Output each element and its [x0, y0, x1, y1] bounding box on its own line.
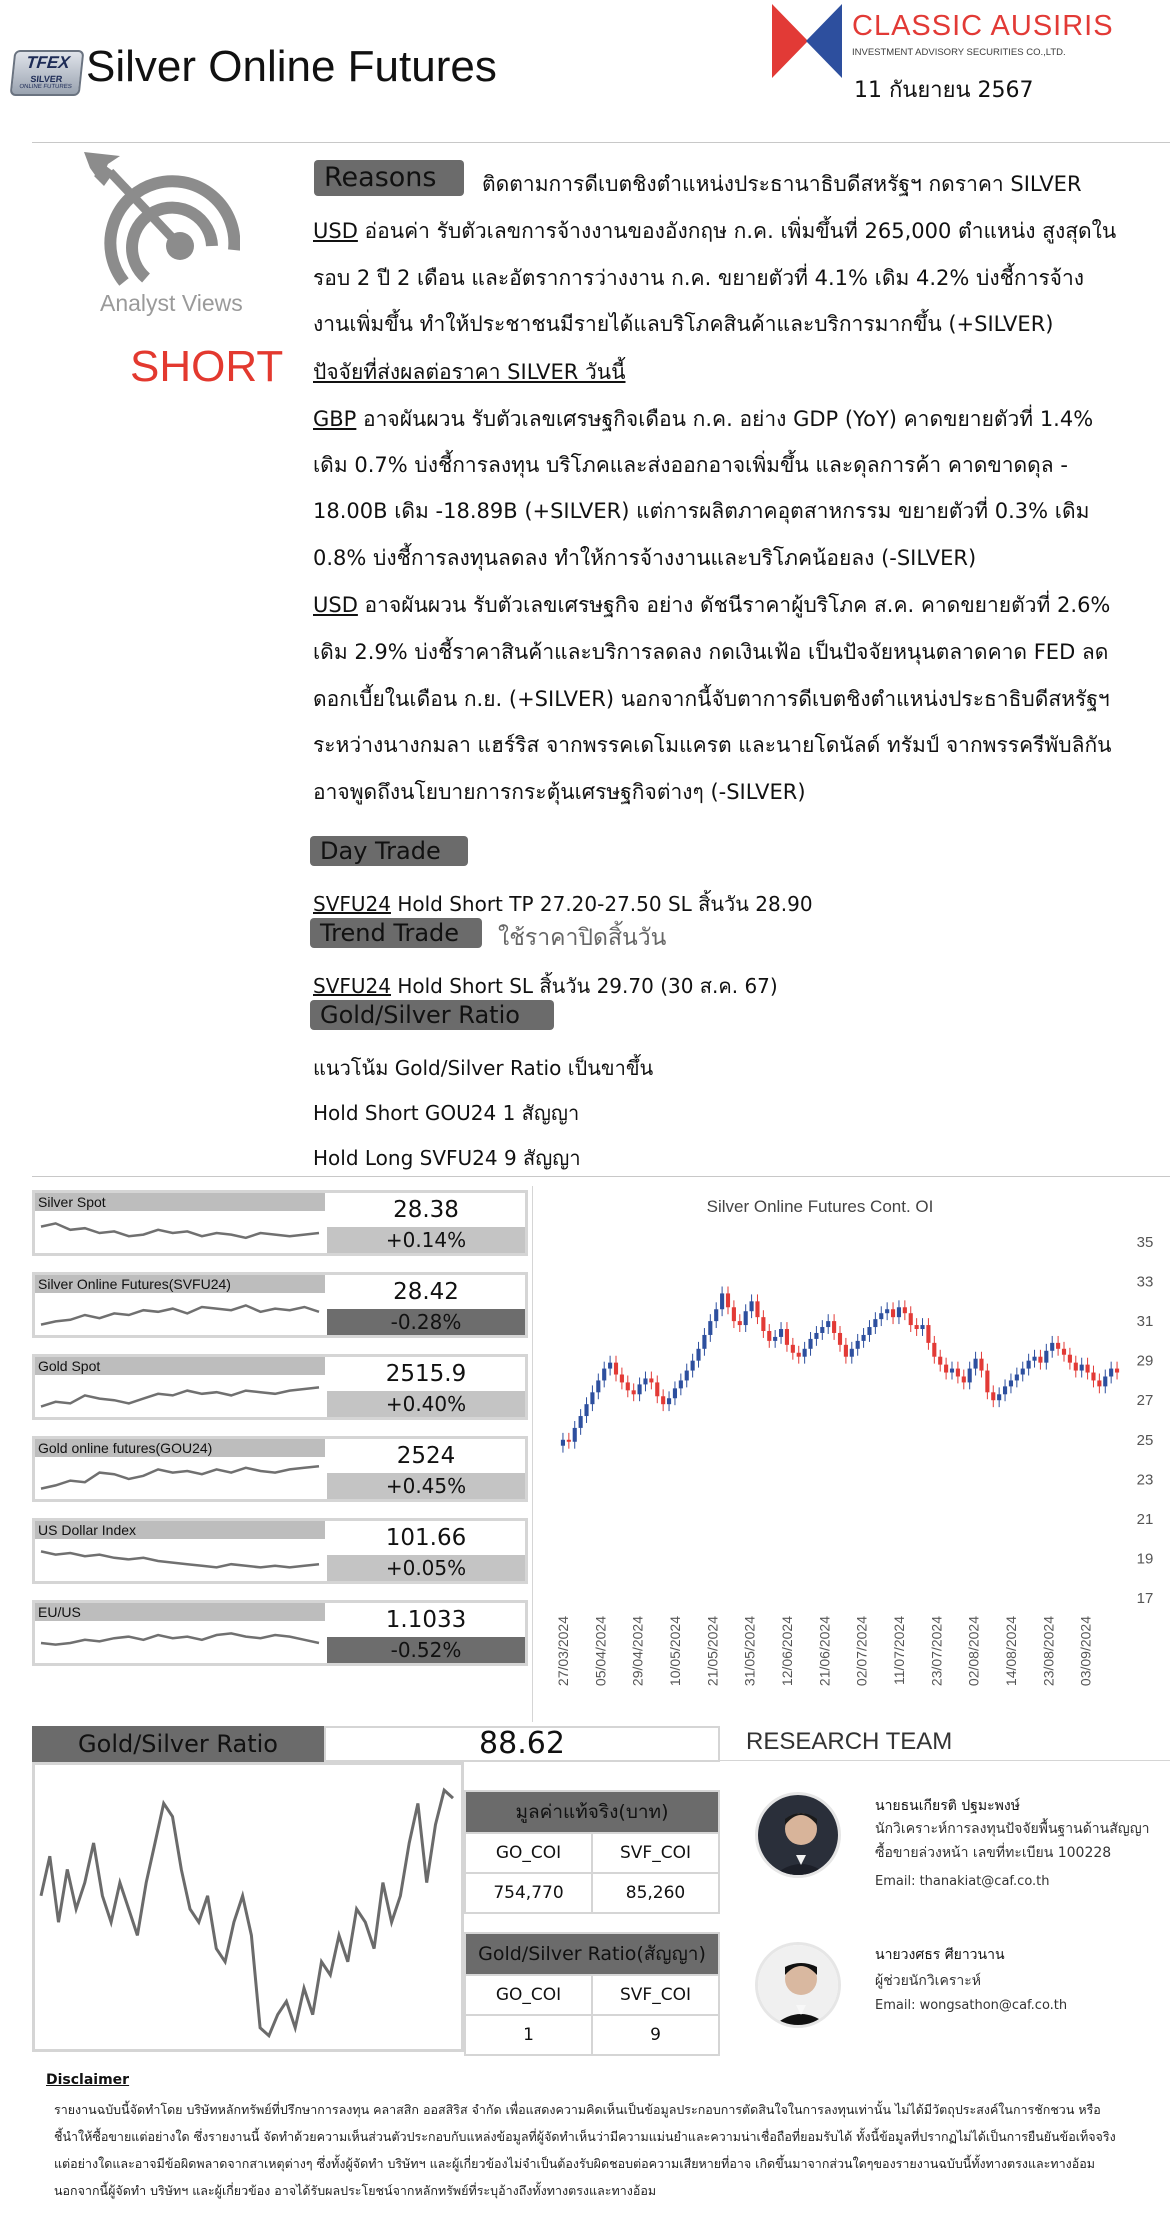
header-divider: [32, 142, 1170, 143]
candle-body: [867, 1327, 871, 1335]
analyst-1-email: Email: thanakiat@caf.co.th: [875, 1874, 1050, 1889]
candle-body: [685, 1371, 689, 1381]
candle-body: [1103, 1376, 1107, 1386]
candle-body: [1038, 1357, 1042, 1363]
candle-body: [920, 1325, 924, 1329]
market-sparkline: [35, 1539, 325, 1581]
candle-body: [614, 1363, 618, 1375]
x-tick-label: 11/07/2024: [891, 1616, 907, 1686]
tfex-logo-line2: SILVER: [29, 74, 63, 84]
market-price: 2524: [327, 1439, 525, 1473]
candle-body: [667, 1398, 671, 1404]
factors-line-1: [313, 403, 1093, 436]
market-change: +0.05%: [327, 1555, 525, 1581]
brand-name: CLASSIC AUSIRIS: [852, 10, 1114, 42]
target-arrow-icon: [80, 150, 240, 288]
candle-body: [873, 1319, 877, 1327]
candle-body: [844, 1345, 848, 1357]
y-tick-label: 23: [1136, 1471, 1154, 1489]
factors-line-1-text: อาจผันผวน รับตัวเลขเศรษฐกิจเดือน ก.ค. อย่าง GDP (YoY) คาดขยายตัวที่ 1.4%: [356, 407, 1094, 431]
factors-line-4: 0.8% บ่งชี้การลงทุนลดลง ทำให้การจ้างงานและบริโภคน้อยลง (-SILVER): [313, 546, 977, 570]
reasons-line-3: รอบ 2 ปี 2 เดือน และอัตราการว่างงาน ก.ค. ขยายตัวที่ 4.1% เดิม 4.2% บ่งชี้การจ้าง: [313, 266, 1084, 290]
candle-body: [720, 1293, 724, 1309]
candle-body: [985, 1371, 989, 1393]
y-tick-label: 17: [1136, 1590, 1154, 1607]
market-name: Gold Spot: [35, 1357, 325, 1375]
factors-line-5-text: อาจผันผวน รับตัวเลขเศรษฐกิจ อย่าง ดัชนีราคาผู้บริโภค ส.ค. คาดขยายตัวที่ 2.6%: [357, 593, 1111, 617]
factors-line-2: เดิม 0.7% บ่งชี้การลงทุน บริโภคและส่งออกอาจเพิ่มขึ้น และดุลการค้า คาดขาดดุล -: [313, 453, 1068, 477]
market-price: 28.38: [327, 1193, 525, 1227]
trend-trade-note: ใช้ราคาปิดสิ้นวัน: [498, 925, 667, 951]
market-box: [32, 1600, 528, 1666]
analyst-stance: SHORT: [130, 342, 284, 391]
coi-value-go: 754,770: [466, 1872, 591, 1912]
x-tick-label: 31/05/2024: [741, 1616, 758, 1687]
candle-body: [1032, 1357, 1036, 1361]
candle-body: [891, 1309, 895, 1317]
candle-body: [944, 1365, 948, 1373]
candle-body: [679, 1380, 683, 1388]
candle-body: [814, 1333, 818, 1339]
x-tick-label: 21/05/2024: [704, 1616, 721, 1687]
gold-silver-line-2: Hold Short GOU24 1 สัญญา: [313, 1101, 580, 1125]
candle-body: [1068, 1355, 1072, 1363]
silver-oi-chart: [540, 1190, 1170, 1710]
candle-body: [956, 1369, 960, 1377]
day-trade-symbol: SVFU24: [313, 892, 391, 916]
gold-silver-line-3: Hold Long SVFU24 9 สัญญา: [313, 1146, 581, 1170]
candle-body: [626, 1382, 630, 1390]
candle-body: [1021, 1369, 1025, 1375]
section-divider: [32, 1176, 1170, 1177]
candle-body: [632, 1390, 636, 1394]
reasons-line-4: งานเพิ่มขึ้น ทำให้ประชาชนมีรายได้แลบริโภคสินค้าและบริการมากขึ้น (+SILVER): [313, 312, 1054, 336]
candle-body: [773, 1337, 777, 1341]
market-sparkline: [35, 1621, 325, 1663]
reasons-line-2: [313, 215, 1116, 248]
market-price: 2515.9: [327, 1357, 525, 1391]
candle-body: [1097, 1380, 1101, 1386]
candle-body: [926, 1325, 930, 1343]
candle-body: [932, 1343, 936, 1357]
analyst-1-role-2: ซื้อขายล่วงหน้า เลขที่ทะเบียน 100228: [875, 1845, 1112, 1861]
candle-body: [974, 1359, 978, 1369]
brand-subtitle: INVESTMENT ADVISORY SECURITIES CO.,LTD.: [852, 47, 1066, 58]
tfex-logo: [10, 50, 85, 96]
market-sparkline: [35, 1293, 325, 1335]
contracts-table-title: Gold/Silver Ratio(สัญญา): [466, 1934, 718, 1974]
y-tick-label: 25: [1136, 1431, 1154, 1449]
candle-body: [643, 1378, 647, 1384]
y-tick-label: 21: [1136, 1510, 1154, 1528]
factors-line-6: เดิม 2.9% บ่งชี้ราคาสินค้าและบริการลดลง กดเงินเฟ้อ เป็นปัจจัยหนุนตลาดคาด FED ลด: [313, 640, 1109, 664]
candle-body: [785, 1329, 789, 1345]
analyst-1-role: นักวิเคราะห์การลงทุนปัจจัยพื้นฐานด้านสัญญา: [875, 1821, 1150, 1837]
candle-body: [573, 1428, 577, 1442]
x-tick-label: 12/06/2024: [779, 1616, 795, 1687]
analyst-2-email: Email: wongsathon@caf.co.th: [875, 1998, 1068, 2013]
research-team-title: RESEARCH TEAM: [746, 1728, 953, 1755]
candle-body: [596, 1380, 600, 1392]
candle-body: [567, 1440, 571, 1442]
day-trade-line: [313, 888, 813, 920]
disclaimer-line-2: ชี้นำให้ซื้อขายแต่อย่างใด ซึ่งรายงานนี้ จัดทำด้วยความเห็นส่วนตัวประกอบกับแหล่งข้อมูลที่ผู้จัดทำเห็นว่ามีความแม่นยำและความน่าเชื่อถือที่ยอมรับได้ ทั้งนี้ข้อมูลที่ปรากฏไม่ได้เป็นการยืนยันข้อเท็จจริง: [54, 2129, 1116, 2144]
candle-body: [1050, 1343, 1054, 1351]
ratio-value: 88.62: [324, 1726, 720, 1762]
candle-body: [702, 1335, 706, 1349]
x-tick-label: 23/08/2024: [1040, 1616, 1057, 1687]
candle-body: [826, 1321, 830, 1327]
market-name: EU/US: [35, 1603, 325, 1621]
disclaimer-line-4: นอกจากนี้ผู้จัดทำ บริษัทฯ และผู้เกี่ยวข้อง อาจได้รับผลประโยชน์จากหลักทรัพย์ที่ระบุอ้างถึงทั้งทางตรงและทางอ้อม: [54, 2183, 657, 2198]
trend-trade-line: [313, 970, 778, 1002]
market-sparkline: [35, 1457, 325, 1499]
candle-body: [649, 1378, 653, 1382]
candle-body: [1091, 1373, 1095, 1381]
contracts-header-svf: SVF_COI: [591, 1974, 718, 2014]
coi-header-go: GO_COI: [466, 1832, 591, 1872]
x-tick-label: 29/04/2024: [629, 1616, 646, 1687]
trend-trade-label: Trend Trade: [310, 918, 482, 948]
x-tick-label: 03/09/2024: [1077, 1616, 1094, 1687]
reasons-label: Reasons: [314, 160, 464, 196]
reasons-line-2-text: อ่อนค่า รับตัวเลขการจ้างงานของอังกฤษ ก.ค. เพิ่มขึ้นที่ 265,000 ตำแหน่ง สูงสุดใน: [357, 219, 1117, 243]
candle-body: [1056, 1343, 1060, 1349]
candle-body: [1044, 1351, 1048, 1363]
candle-body: [579, 1416, 583, 1428]
day-trade-label: Day Trade: [310, 836, 468, 866]
candle-body: [1074, 1363, 1078, 1371]
x-tick-label: 02/07/2024: [853, 1616, 870, 1687]
candle-body: [797, 1353, 801, 1357]
candle-body: [850, 1349, 854, 1357]
market-change: -0.52%: [327, 1637, 525, 1663]
market-price: 101.66: [327, 1521, 525, 1555]
trend-trade-symbol: SVFU24: [313, 974, 391, 998]
analyst-views-label: Analyst Views: [100, 290, 243, 316]
coi-value-svf: 85,260: [591, 1872, 718, 1912]
factors-line-5: [313, 589, 1110, 622]
candle-body: [750, 1301, 754, 1311]
candle-body: [590, 1392, 594, 1404]
candle-body: [832, 1321, 836, 1333]
market-name: Gold online futures(GOU24): [35, 1439, 325, 1457]
candle-body: [779, 1329, 783, 1337]
contracts-value-go: 1: [466, 2014, 591, 2054]
factors-heading: ปัจจัยที่ส่งผลต่อราคา SILVER วันนี้: [313, 360, 626, 384]
candle-body: [838, 1333, 842, 1345]
candle-body: [909, 1313, 913, 1325]
candle-body: [968, 1369, 972, 1383]
candle-body: [803, 1349, 807, 1357]
factors-line-8: ระหว่างนางกมลา แฮร์ริส จากพรรคเดโมแครต และนายโดนัลด์ ทรัมป์ จากพรรครีพับลิกัน: [313, 733, 1112, 757]
coi-table-title: มูลค่าแท้จริง(บาท): [466, 1792, 718, 1832]
x-tick-label: 23/07/2024: [928, 1616, 945, 1687]
day-trade-text: Hold Short TP 27.20-27.50 SL สิ้นวัน 28.90: [390, 892, 813, 916]
trend-trade-text: Hold Short SL สิ้นวัน 29.70 (30 ส.ค. 67): [390, 974, 778, 998]
candle-body: [708, 1321, 712, 1335]
market-box: [32, 1436, 528, 1502]
candle-body: [885, 1309, 889, 1313]
analyst-1-name: นายธนเกียรติ ปฐมะพงษ์: [875, 1798, 1020, 1814]
avatar: [755, 1792, 841, 1878]
market-sparkline: [35, 1375, 325, 1417]
candle-body: [1086, 1365, 1090, 1373]
candle-body: [584, 1404, 588, 1416]
classic-ausiris-logo-icon: [772, 4, 842, 78]
gbp-tag: GBP: [313, 407, 357, 431]
candle-body: [856, 1341, 860, 1349]
candle-body: [915, 1325, 919, 1329]
candle-body: [997, 1394, 1001, 1400]
y-tick-label: 31: [1136, 1313, 1154, 1331]
coi-table: [464, 1790, 720, 1914]
disclaimer-line-1: รายงานฉบับนี้จัดทำโดย บริษัทหลักทรัพย์ที่ปรึกษาการลงทุน คลาสสิก ออสสิริส จำกัด เพื่อแสดงความคิดเห็นเป็นข้อมูลประกอบการตัดสินใจในการลงทุนเท่านั้น ไม่ได้มีวัตถุประสงค์ในการชักชวน หรือ: [54, 2102, 1101, 2117]
usd-tag: USD: [313, 219, 358, 243]
candle-body: [620, 1375, 624, 1383]
market-name: Silver Online Futures(SVFU24): [35, 1275, 325, 1293]
contracts-value-svf: 9: [591, 2014, 718, 2054]
candle-body: [950, 1369, 954, 1373]
candle-body: [991, 1392, 995, 1400]
ratio-label: Gold/Silver Ratio: [32, 1726, 324, 1762]
candle-body: [655, 1382, 659, 1396]
candle-body: [696, 1349, 700, 1361]
gold-silver-line-1: แนวโน้ม Gold/Silver Ratio เป็นขาขึ้น: [313, 1056, 654, 1080]
market-box: [32, 1190, 528, 1256]
tfex-logo-line1: TFEX: [25, 53, 71, 72]
disclaimer-title: Disclaimer: [46, 2072, 130, 2088]
candle-body: [879, 1313, 883, 1319]
contracts-table: [464, 1932, 720, 2056]
candle-body: [862, 1335, 866, 1341]
candle-body: [767, 1331, 771, 1341]
market-price: 28.42: [327, 1275, 525, 1309]
research-divider: [720, 1760, 1170, 1761]
candle-body: [744, 1311, 748, 1325]
candle-body: [602, 1369, 606, 1381]
chart-divider: [532, 1186, 533, 1722]
factors-line-9: อาจพูดถึงนโยบายการกระตุ้นเศรษฐกิจต่างๆ (-SILVER): [313, 780, 806, 804]
x-tick-label: 14/08/2024: [1003, 1616, 1019, 1687]
candle-body: [962, 1376, 966, 1382]
candle-body: [938, 1357, 942, 1365]
x-tick-label: 02/08/2024: [965, 1616, 982, 1687]
candle-body: [820, 1327, 824, 1333]
x-tick-label: 21/06/2024: [816, 1616, 833, 1687]
candle-body: [755, 1301, 759, 1317]
y-tick-label: 27: [1136, 1392, 1154, 1410]
candle-body: [1062, 1349, 1066, 1355]
candle-body: [608, 1363, 612, 1369]
market-price: 1.1033: [327, 1603, 525, 1637]
x-tick-label: 05/04/2024: [592, 1616, 609, 1687]
market-sparkline: [35, 1211, 325, 1253]
candle-body: [1009, 1380, 1013, 1386]
reasons-line-1: ติดตามการดีเบตชิงตำแหน่งประธานาธิบดีสหรัฐฯ กดราคา SILVER: [482, 172, 1082, 196]
x-tick-label: 27/03/2024: [555, 1616, 571, 1687]
market-change: +0.45%: [327, 1473, 525, 1499]
factors-line-7: ดอกเบี้ยในเดือน ก.ย. (+SILVER) นอกจากนี้จับตาการดีเบตชิงตำแหน่งประธาธิบดีสหรัฐฯ: [313, 687, 1110, 711]
candle-body: [673, 1388, 677, 1398]
candle-body: [1115, 1369, 1119, 1373]
market-name: US Dollar Index: [35, 1521, 325, 1539]
candle-body: [714, 1309, 718, 1321]
candle-body: [791, 1345, 795, 1353]
factors-line-3: 18.00B เดิม -18.89B (+SILVER) แต่การผลิตภาคอุตสาหกรรม ขยายตัวที่ 0.3% เดิม: [313, 499, 1090, 523]
candle-body: [1109, 1369, 1113, 1377]
candle-body: [808, 1339, 812, 1349]
candle-body: [1003, 1386, 1007, 1394]
market-change: +0.40%: [327, 1391, 525, 1417]
candle-body: [661, 1396, 665, 1404]
candle-body: [1015, 1375, 1019, 1381]
candle-body: [897, 1307, 901, 1317]
market-box: [32, 1518, 528, 1584]
candle-body: [732, 1307, 736, 1321]
usd-tag-2: USD: [313, 593, 358, 617]
y-tick-label: 35: [1136, 1234, 1154, 1251]
market-change: +0.14%: [327, 1227, 525, 1253]
contracts-header-go: GO_COI: [466, 1974, 591, 2014]
coi-header-svf: SVF_COI: [591, 1832, 718, 1872]
candle-body: [903, 1307, 907, 1313]
tfex-logo-line3: ONLINE FUTURES: [19, 84, 73, 90]
market-name: Silver Spot: [35, 1193, 325, 1211]
chart-title: Silver Online Futures Cont. OI: [706, 1197, 934, 1216]
candle-body: [1080, 1365, 1084, 1371]
market-change: -0.28%: [327, 1309, 525, 1335]
market-box: [32, 1354, 528, 1420]
page-title: Silver Online Futures: [86, 42, 497, 91]
gold-silver-label: Gold/Silver Ratio: [310, 1000, 554, 1030]
candle-body: [726, 1293, 730, 1307]
candle-body: [761, 1317, 765, 1331]
avatar: [755, 1942, 841, 2028]
y-tick-label: 29: [1136, 1352, 1154, 1370]
y-tick-label: 33: [1136, 1273, 1154, 1291]
candle-body: [979, 1359, 983, 1371]
candle-body: [638, 1384, 642, 1394]
y-tick-label: 19: [1136, 1550, 1154, 1568]
candle-body: [738, 1321, 742, 1325]
x-tick-label: 10/05/2024: [667, 1616, 683, 1687]
ratio-line-chart: [32, 1762, 464, 2052]
market-box: [32, 1272, 528, 1338]
candle-body: [561, 1440, 565, 1446]
candle-body: [691, 1361, 695, 1371]
analyst-2-name: นายวงศธร ศียาวนาน: [875, 1947, 1005, 1963]
candle-body: [1027, 1361, 1031, 1369]
disclaimer-line-3: แต่อย่างใดและอาจมีข้อผิดพลาดจากสาเหตุต่างๆ ซึ่งทั้งผู้จัดทำ บริษัทฯ และผู้เกี่ยวข้องไม่จำเป็นต้องรับผิดชอบต่อความเสียหายที่อาจ เกิดขึ้นมาจากส่วนใดๆของรายงานฉบับนี้ทั้งทางตรงและทางอ้อม: [54, 2156, 1096, 2171]
analyst-2-role: ผู้ช่วยนักวิเคราะห์: [875, 1973, 981, 1989]
report-date: 11 กันยายน 2567: [854, 78, 1034, 103]
